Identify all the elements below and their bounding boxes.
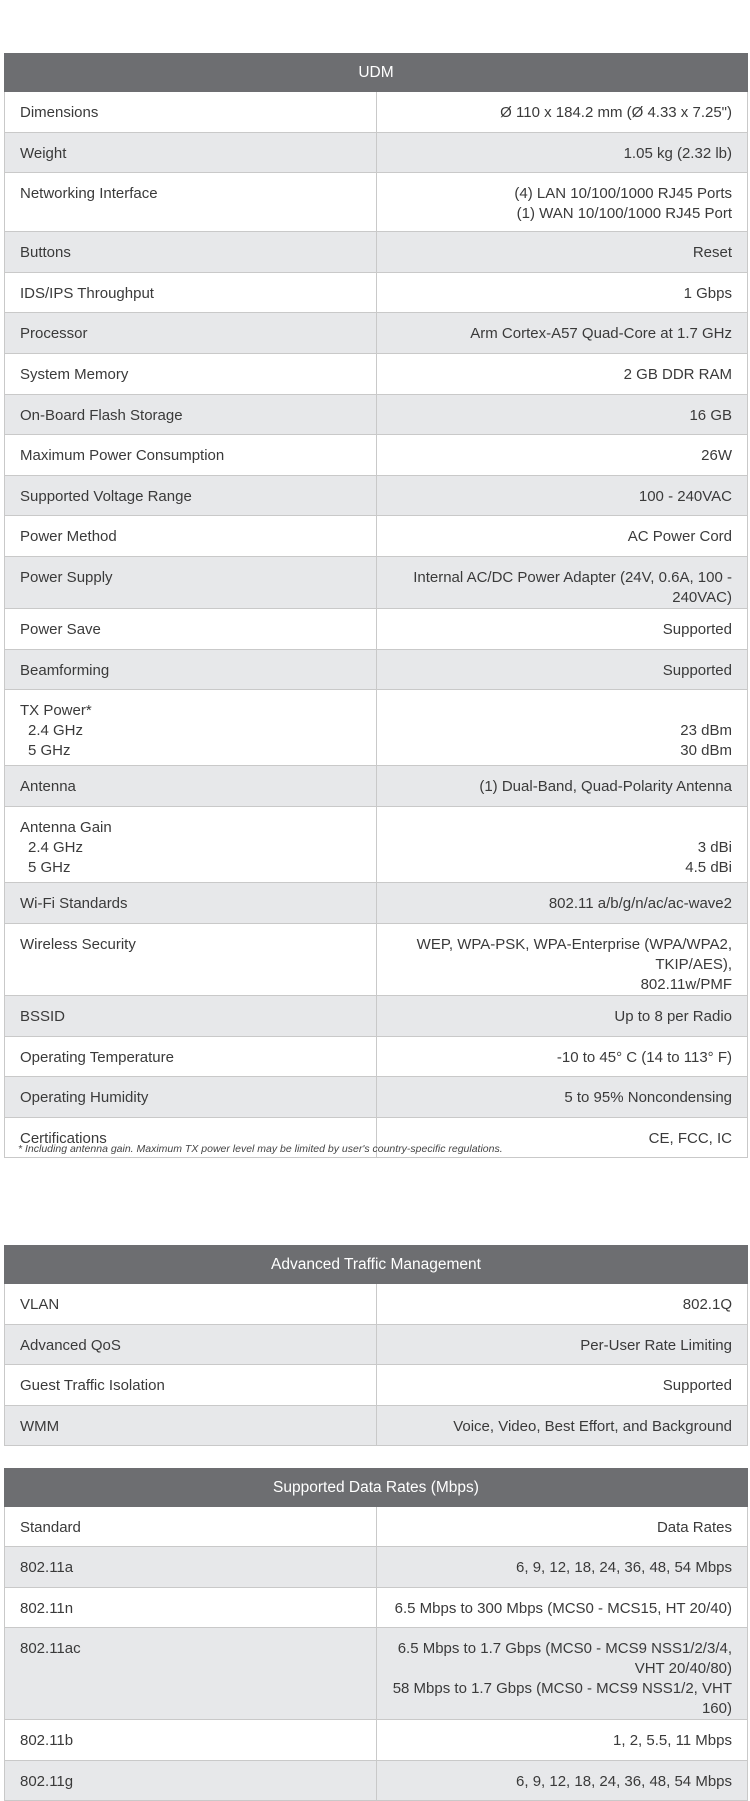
spec-label-cell	[5, 395, 377, 435]
spec-value-cell	[376, 1761, 748, 1801]
spec-value-cell	[376, 1628, 748, 1720]
spec-value-cell	[376, 516, 748, 557]
spec-label: Guest Traffic Isolation	[20, 1377, 165, 1394]
spec-row	[5, 435, 748, 476]
spec-label: Operating Temperature	[20, 1049, 174, 1066]
spec-value: 2 GB DDR RAM	[623, 366, 732, 383]
spec-row	[5, 807, 748, 883]
spec-value-cell	[376, 1406, 748, 1446]
spec-label: Power Supply	[20, 569, 113, 586]
spec-row	[5, 557, 748, 609]
spec-value-cell	[376, 766, 748, 807]
spec-label: Beamforming	[20, 662, 110, 679]
spec-label-cell	[5, 1365, 377, 1406]
spec-value-cell	[376, 924, 748, 996]
spec-label-cell	[5, 313, 377, 354]
spec-value-spacer	[392, 701, 733, 721]
spec-label-cell	[5, 516, 377, 557]
spec-value-line: (1) WAN 10/100/1000 RJ45 Port	[516, 205, 732, 222]
spec-value-cell	[376, 395, 748, 435]
spec-row	[5, 476, 748, 516]
spec-value: Reset	[692, 244, 732, 261]
spec-row	[5, 133, 748, 173]
spec-row	[5, 996, 748, 1037]
spec-sub-value: 4.5 dBi	[685, 859, 732, 876]
traffic-management-table	[4, 1245, 748, 1446]
spec-label: On-Board Flash Storage	[20, 407, 183, 424]
spec-row	[5, 1628, 748, 1720]
spec-value-cell	[376, 1325, 748, 1365]
spec-row	[5, 883, 748, 924]
spec-label: 802.11a	[20, 1559, 74, 1576]
spec-value-cell	[376, 1037, 748, 1077]
spec-label-cell	[5, 1037, 377, 1077]
spec-label: Supported Voltage Range	[20, 488, 192, 505]
udm-table-title: UDM	[5, 54, 748, 92]
spec-row	[5, 92, 748, 133]
spec-value: 6.5 Mbps to 300 Mbps (MCS0 - MCS15, HT 20/40)	[394, 1600, 732, 1617]
spec-value-cell	[376, 133, 748, 173]
spec-value: 5 to 95% Noncondensing	[564, 1089, 732, 1106]
spec-label-cell	[5, 92, 377, 133]
spec-label-cell	[5, 883, 377, 924]
spec-row	[5, 1325, 748, 1365]
spec-label-cell	[5, 435, 377, 476]
spec-value: 1.05 kg (2.32 lb)	[623, 145, 732, 162]
spec-label: Standard	[20, 1519, 81, 1536]
spec-label-cell	[5, 1507, 377, 1547]
spec-label: Power Method	[20, 528, 117, 545]
spec-row	[5, 1406, 748, 1446]
spec-value-spacer	[392, 818, 733, 838]
spec-label: IDS/IPS Throughput	[20, 285, 154, 302]
spec-row	[5, 232, 748, 273]
spec-label-cell	[5, 690, 377, 766]
spec-label: System Memory	[20, 366, 129, 383]
spec-label: Antenna Gain	[20, 819, 112, 836]
spec-label: VLAN	[20, 1296, 60, 1313]
spec-value-line: 802.11w/PMF	[640, 976, 732, 993]
spec-value: Arm Cortex-A57 Quad-Core at 1.7 GHz	[470, 325, 732, 342]
spec-label: 802.11b	[20, 1732, 74, 1749]
spec-value: Per-User Rate Limiting	[580, 1337, 732, 1354]
data-rates-table	[4, 1468, 748, 1801]
spec-sub-label: 5 GHz	[28, 859, 71, 876]
spec-label: 802.11g	[20, 1773, 74, 1790]
spec-label-cell	[5, 996, 377, 1037]
spec-value-cell	[376, 690, 748, 766]
tx-power-footnote: * Including antenna gain. Maximum TX power level may be limited by user's country-specific regulations.	[18, 1143, 503, 1155]
spec-value-cell	[376, 1547, 748, 1588]
spec-value-cell	[376, 557, 748, 609]
spec-value-cell	[376, 173, 748, 232]
spec-value: Ø 110 x 184.2 mm (Ø 4.33 x 7.25")	[500, 104, 732, 121]
spec-label: Operating Humidity	[20, 1089, 149, 1106]
spec-label-cell	[5, 1284, 377, 1325]
spec-value-line: 6.5 Mbps to 1.7 Gbps (MCS0 - MCS9 NSS1/2/3/4, VHT 20/40/80)	[397, 1640, 732, 1677]
spec-row	[5, 1077, 748, 1118]
spec-sub-label: 2.4 GHz	[28, 839, 84, 856]
spec-row	[5, 1761, 748, 1801]
spec-value: 100 - 240VAC	[638, 488, 732, 505]
spec-label: TX Power*	[20, 702, 92, 719]
spec-sub-label: 2.4 GHz	[28, 722, 84, 739]
spec-value-cell	[376, 883, 748, 924]
spec-sub-value: 30 dBm	[680, 742, 732, 759]
spec-row	[5, 1547, 748, 1588]
spec-sub-label: 5 GHz	[28, 742, 71, 759]
spec-sub-value: 23 dBm	[680, 722, 732, 739]
spec-value: 802.1Q	[682, 1296, 732, 1313]
spec-label: Wi-Fi Standards	[20, 895, 128, 912]
spec-row	[5, 173, 748, 232]
spec-value: 16 GB	[689, 407, 732, 424]
rates-table-title: Supported Data Rates (Mbps)	[5, 1469, 748, 1507]
spec-row	[5, 395, 748, 435]
spec-label-cell	[5, 173, 377, 232]
spec-value-cell	[376, 1365, 748, 1406]
spec-value: (1) Dual-Band, Quad-Polarity Antenna	[479, 778, 732, 795]
spec-value: 1, 2, 5.5, 11 Mbps	[613, 1732, 732, 1749]
spec-label: Advanced QoS	[20, 1337, 121, 1354]
spec-value-cell	[376, 476, 748, 516]
spec-label: Antenna	[20, 778, 76, 795]
spec-label: Networking Interface	[20, 185, 158, 202]
spec-label: Dimensions	[20, 104, 99, 121]
spec-label: Buttons	[20, 244, 71, 261]
spec-value-cell	[376, 1588, 748, 1628]
spec-row	[5, 354, 748, 395]
spec-label-cell	[5, 1720, 377, 1761]
spec-row	[5, 516, 748, 557]
spec-label-cell	[5, 650, 377, 690]
spec-value-cell	[376, 354, 748, 395]
spec-label: 802.11n	[20, 1600, 74, 1617]
spec-value: Up to 8 per Radio	[614, 1008, 732, 1025]
spec-row	[5, 690, 748, 766]
spec-value: 6, 9, 12, 18, 24, 36, 48, 54 Mbps	[516, 1559, 732, 1576]
spec-label: 802.11ac	[20, 1640, 81, 1657]
spec-value-cell	[376, 1720, 748, 1761]
spec-label-cell	[5, 476, 377, 516]
spec-label: Weight	[20, 145, 67, 162]
spec-value: Supported	[662, 621, 732, 638]
spec-sub-value: 3 dBi	[697, 839, 732, 856]
spec-value-cell	[376, 650, 748, 690]
spec-label-cell	[5, 232, 377, 273]
spec-label-cell	[5, 133, 377, 173]
spec-row	[5, 1588, 748, 1628]
spec-value-cell	[376, 273, 748, 313]
spec-value-line: (4) LAN 10/100/1000 RJ45 Ports	[514, 185, 732, 202]
spec-row	[5, 1037, 748, 1077]
spec-row	[5, 766, 748, 807]
spec-value: -10 to 45° C (14 to 113° F)	[556, 1049, 732, 1066]
spec-label-cell	[5, 807, 377, 883]
spec-label-cell	[5, 766, 377, 807]
spec-value-cell	[376, 232, 748, 273]
spec-value-line: WEP, WPA-PSK, WPA-Enterprise (WPA/WPA2, TKIP/AES),	[416, 936, 732, 973]
spec-row	[5, 1720, 748, 1761]
spec-row	[5, 650, 748, 690]
spec-label-cell	[5, 354, 377, 395]
spec-value-cell	[376, 609, 748, 650]
spec-label: Processor	[20, 325, 88, 342]
spec-value-cell	[376, 92, 748, 133]
spec-label: Power Save	[20, 621, 101, 638]
spec-value: AC Power Cord	[627, 528, 732, 545]
spec-value: 802.11 a/b/g/n/ac/ac-wave2	[548, 895, 732, 912]
spec-row	[5, 609, 748, 650]
spec-label: BSSID	[20, 1008, 66, 1025]
spec-value: Voice, Video, Best Effort, and Background	[453, 1418, 732, 1435]
spec-row	[5, 313, 748, 354]
spec-value: 1 Gbps	[683, 285, 732, 302]
spec-label-cell	[5, 609, 377, 650]
spec-value-cell	[376, 996, 748, 1037]
spec-label-cell	[5, 1547, 377, 1588]
spec-value-cell	[376, 313, 748, 354]
spec-value-line: 58 Mbps to 1.7 Gbps (MCS0 - MCS9 NSS1/2, VHT 160)	[392, 1680, 732, 1717]
spec-label-cell	[5, 1628, 377, 1720]
spec-value-cell	[376, 1077, 748, 1118]
spec-value: CE, FCC, IC	[648, 1130, 732, 1147]
spec-row	[5, 924, 748, 996]
spec-label-cell	[5, 1077, 377, 1118]
spec-label: Certifications	[20, 1130, 107, 1147]
spec-value-cell	[376, 807, 748, 883]
spec-value-cell	[376, 1507, 748, 1547]
spec-row	[5, 273, 748, 313]
spec-label: Wireless Security	[20, 936, 136, 953]
spec-label-cell	[5, 1761, 377, 1801]
spec-value: 6, 9, 12, 18, 24, 36, 48, 54 Mbps	[516, 1773, 732, 1790]
spec-value-cell	[376, 435, 748, 476]
spec-label-cell	[5, 273, 377, 313]
spec-value: Data Rates	[656, 1519, 732, 1536]
spec-label-cell	[5, 1406, 377, 1446]
traffic-table-title: Advanced Traffic Management	[5, 1246, 748, 1284]
udm-spec-table	[4, 53, 748, 1158]
spec-value: 26W	[701, 447, 732, 464]
spec-label: Maximum Power Consumption	[20, 447, 225, 464]
spec-value: Supported	[662, 1377, 732, 1394]
spec-value: Supported	[662, 662, 732, 679]
spec-label-cell	[5, 924, 377, 996]
spec-row	[5, 1365, 748, 1406]
spec-label: WMM	[20, 1418, 60, 1435]
spec-row	[5, 1284, 748, 1325]
spec-value: Internal AC/DC Power Adapter (24V, 0.6A, 100 - 240VAC)	[413, 569, 732, 606]
spec-row	[5, 1507, 748, 1547]
spec-value-cell	[376, 1284, 748, 1325]
spec-label-cell	[5, 557, 377, 609]
spec-label-cell	[5, 1325, 377, 1365]
spec-label-cell	[5, 1588, 377, 1628]
